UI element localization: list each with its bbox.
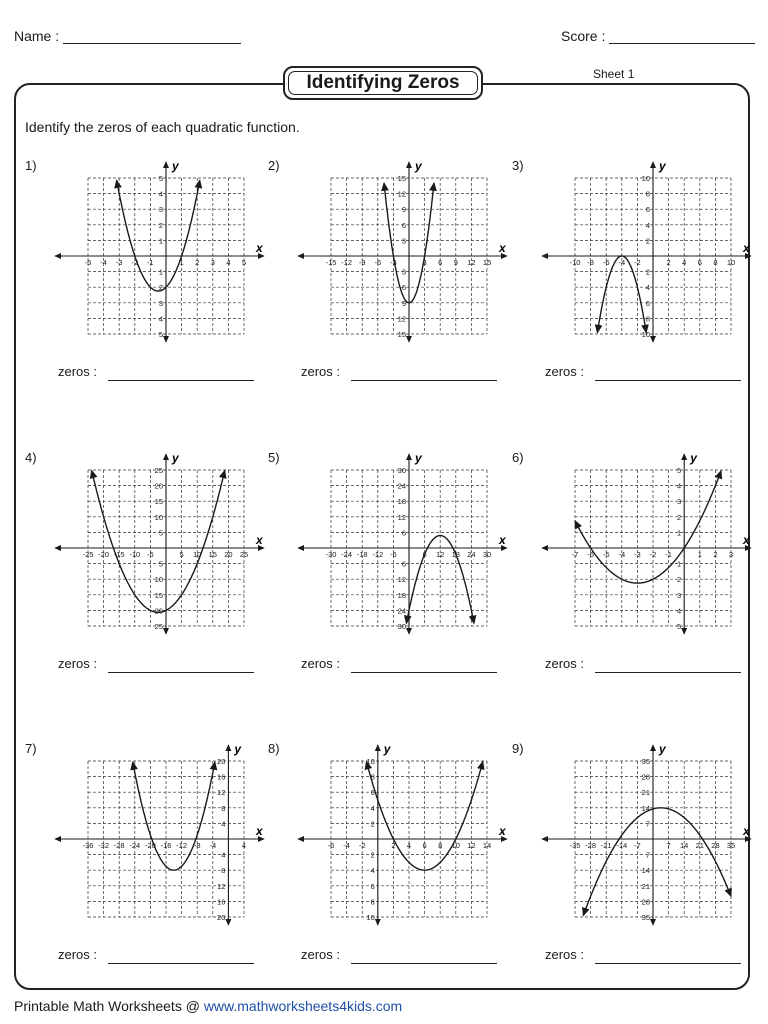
x-tick-label: -28 (113, 841, 125, 850)
y-tick-label: 21 (641, 788, 650, 798)
y-tick-label: 20 (217, 757, 226, 766)
zeros-answer-line[interactable] (351, 963, 497, 964)
y-tick-label: 6 (401, 220, 406, 230)
score-field (561, 28, 755, 44)
x-tick-label: -20 (98, 550, 110, 559)
x-tick-label: 1 (697, 550, 702, 559)
y-tick-label: 2 (677, 512, 682, 522)
y-tick-label: 4 (221, 850, 226, 860)
y-tick-label: 28 (641, 897, 650, 907)
x-axis-label: x (743, 533, 750, 547)
y-axis-label: y (415, 159, 422, 173)
problem-number: 6) (512, 450, 524, 465)
y-tick-label: 15 (154, 590, 163, 600)
name-field (14, 28, 241, 44)
x-tick-label: 30 (482, 550, 492, 559)
footer-link[interactable]: www.mathworksheets4kids.com (203, 998, 403, 1014)
y-tick-label: 20 (154, 606, 163, 616)
x-tick-label: 10 (193, 550, 202, 559)
x-tick-label: 21 (695, 841, 704, 850)
y-tick-label: 8 (645, 314, 650, 324)
y-axis-label: y (690, 451, 697, 465)
x-axis-label: x (743, 824, 750, 838)
x-tick-label: -21 (600, 841, 612, 850)
y-axis-label: y (415, 451, 422, 465)
y-axis-label: y (659, 742, 666, 756)
x-tick-label: -10 (129, 550, 141, 559)
x-tick-label: 4 (682, 258, 687, 267)
title-box (283, 66, 483, 100)
y-tick-label: 4 (645, 283, 650, 293)
zeros-label: zeros : (301, 947, 341, 962)
x-tick-label: -1 (147, 258, 154, 267)
x-tick-label: 28 (711, 841, 720, 850)
x-tick-label: 5 (179, 550, 184, 559)
x-tick-label: 14 (482, 841, 492, 850)
zeros-label: zeros : (301, 656, 341, 671)
sheet-label: Sheet 1 (593, 67, 635, 81)
y-tick-label: 10 (641, 330, 650, 339)
y-tick-label: 8 (221, 803, 226, 813)
y-tick-label: 4 (158, 189, 163, 199)
zeros-label: zeros : (58, 364, 98, 379)
x-tick-label: -4 (618, 258, 626, 267)
y-tick-label: 9 (401, 298, 406, 308)
score-label: Score : (561, 28, 606, 44)
zeros-answer-line[interactable] (108, 672, 254, 673)
x-tick-label: -15 (113, 550, 125, 559)
x-tick-label: 12 (467, 841, 476, 850)
x-tick-label: -16 (160, 841, 172, 850)
x-tick-label: 2 (391, 841, 396, 850)
x-tick-label: 6 (422, 841, 427, 850)
coordinate-graph (532, 158, 757, 348)
zeros-answer-line[interactable] (108, 963, 254, 964)
y-tick-label: 5 (158, 528, 163, 538)
footer-text: Printable Math Worksheets @ (14, 998, 204, 1014)
y-tick-label: 12 (397, 314, 406, 324)
y-tick-label: 12 (397, 575, 406, 585)
coordinate-graph (288, 741, 513, 931)
coordinate-graph (532, 450, 757, 640)
x-tick-label: 10 (451, 841, 460, 850)
y-tick-label: 1 (677, 559, 682, 569)
x-tick-label: 5 (241, 258, 247, 267)
x-tick-label: -2 (358, 841, 366, 850)
x-tick-label: -6 (390, 550, 397, 559)
x-tick-label: -3 (634, 550, 641, 559)
x-tick-label: -5 (84, 258, 92, 267)
y-tick-label: 4 (677, 481, 682, 491)
x-axis-label: x (743, 241, 750, 255)
y-tick-label: 6 (401, 283, 406, 293)
y-tick-label: 3 (401, 236, 406, 246)
y-tick-label: 2 (158, 220, 163, 230)
x-tick-label: 2 (666, 258, 671, 267)
x-tick-label: 12 (467, 258, 476, 267)
zeros-label: zeros : (545, 656, 585, 671)
x-tick-label: -12 (372, 550, 384, 559)
problem-number: 9) (512, 741, 524, 756)
x-tick-label: -6 (374, 258, 382, 267)
coordinate-graph (532, 741, 757, 931)
x-tick-label: -2 (131, 258, 139, 267)
x-tick-label: -12 (341, 258, 353, 267)
zeros-answer-line[interactable] (351, 380, 497, 381)
x-tick-label: -36 (82, 841, 94, 850)
y-tick-label: 24 (397, 606, 406, 616)
instructions: Identify the zeros of each quadratic function. (25, 119, 300, 135)
x-tick-label: -4 (100, 258, 107, 267)
x-tick-label: -4 (343, 841, 350, 850)
y-tick-label: 14 (641, 866, 650, 876)
y-tick-label: 8 (370, 897, 375, 907)
x-tick-label: -15 (325, 258, 337, 267)
footer (14, 998, 402, 1014)
y-tick-label: 2 (370, 850, 375, 860)
x-tick-label: 15 (482, 258, 492, 267)
y-tick-label: 28 (641, 772, 650, 782)
y-tick-label: 30 (397, 466, 406, 475)
y-tick-label: 5 (158, 174, 163, 183)
x-tick-label: 4 (226, 258, 231, 267)
x-tick-label: 20 (224, 550, 233, 559)
x-tick-label: -3 (390, 258, 397, 267)
problem-number: 8) (268, 741, 280, 756)
y-tick-label: 10 (366, 757, 375, 766)
name-input-line[interactable] (63, 29, 241, 44)
y-tick-label: 3 (677, 497, 682, 507)
problem-number: 1) (25, 158, 37, 173)
x-tick-label: 9 (453, 258, 458, 267)
x-tick-label: 6 (438, 258, 443, 267)
zeros-answer-line[interactable] (595, 380, 741, 381)
x-tick-label: 8 (713, 258, 718, 267)
zeros-label: zeros : (58, 947, 98, 962)
problem-number: 2) (268, 158, 280, 173)
zeros-answer-line[interactable] (595, 963, 741, 964)
x-tick-label: -9 (358, 258, 366, 267)
y-tick-label: 20 (217, 913, 226, 922)
y-tick-label: 21 (641, 881, 650, 891)
x-tick-label: 4 (241, 841, 247, 850)
y-tick-label: 8 (370, 772, 375, 782)
y-tick-label: 20 (154, 481, 163, 491)
x-tick-label: 14 (680, 841, 689, 850)
worksheet-title: Identifying Zeros (306, 72, 460, 93)
y-tick-label: 2 (677, 575, 682, 585)
y-tick-label: 2 (645, 236, 650, 246)
y-tick-label: 16 (217, 897, 226, 907)
y-tick-label: 10 (366, 913, 375, 922)
x-tick-label: 6 (422, 550, 427, 559)
y-tick-label: 15 (397, 174, 406, 183)
x-tick-label: -2 (634, 258, 641, 267)
x-tick-label: -28 (585, 841, 597, 850)
y-tick-label: 25 (154, 466, 163, 475)
x-axis-label: x (256, 241, 263, 255)
x-tick-label: -7 (634, 841, 641, 850)
y-tick-label: 4 (370, 866, 375, 876)
y-tick-label: 4 (158, 314, 163, 324)
y-tick-label: 8 (645, 189, 650, 199)
y-tick-label: 7 (645, 819, 650, 829)
y-tick-label: 3 (677, 590, 682, 600)
x-tick-label: -2 (649, 550, 657, 559)
y-tick-label: 35 (641, 913, 650, 922)
x-tick-label: -6 (602, 258, 610, 267)
x-tick-label: 7 (666, 841, 671, 850)
y-tick-label: 2 (370, 819, 375, 829)
y-tick-label: 5 (158, 559, 163, 569)
y-tick-label: 18 (397, 497, 406, 507)
y-tick-label: 25 (154, 622, 163, 631)
x-axis-label: x (499, 824, 506, 838)
x-tick-label: -7 (571, 550, 579, 559)
name-label: Name : (14, 28, 60, 44)
y-tick-label: 6 (645, 298, 650, 308)
x-axis-label: x (256, 824, 263, 838)
x-tick-label: 3 (210, 258, 215, 267)
zeros-label: zeros : (545, 364, 585, 379)
x-tick-label: -5 (147, 550, 154, 559)
y-tick-label: 16 (217, 772, 226, 782)
y-tick-label: 9 (401, 205, 406, 215)
y-tick-label: 1 (677, 528, 682, 538)
y-tick-label: 6 (370, 788, 375, 798)
y-tick-label: 14 (641, 803, 650, 813)
x-axis-label: x (499, 241, 506, 255)
x-tick-label: -30 (325, 550, 337, 559)
zeros-label: zeros : (301, 364, 341, 379)
zeros-label: zeros : (58, 656, 98, 671)
y-tick-label: 1 (158, 236, 163, 246)
y-tick-label: 12 (397, 512, 406, 522)
y-tick-label: 12 (217, 881, 226, 891)
x-tick-label: -8 (587, 258, 594, 267)
x-tick-label: 12 (436, 550, 445, 559)
y-tick-label: 12 (217, 788, 226, 798)
score-input-line[interactable] (609, 29, 755, 44)
y-tick-label: 12 (397, 189, 406, 199)
x-tick-label: -18 (356, 550, 368, 559)
zeros-label: zeros : (545, 947, 585, 962)
x-tick-label: 3 (422, 258, 427, 267)
y-tick-label: 4 (677, 606, 682, 616)
x-tick-label: -14 (616, 841, 628, 850)
x-tick-label: -10 (569, 258, 581, 267)
x-tick-label: -35 (569, 841, 581, 850)
y-tick-label: 5 (158, 330, 163, 339)
x-tick-label: 6 (697, 258, 702, 267)
x-tick-label: -4 (618, 550, 626, 559)
y-tick-label: 10 (641, 174, 650, 183)
y-axis-label: y (383, 742, 391, 756)
x-tick-label: 3 (728, 550, 734, 559)
y-tick-label: 15 (154, 497, 163, 507)
y-tick-label: 3 (401, 267, 406, 277)
y-tick-label: 8 (221, 866, 226, 876)
y-tick-label: 3 (158, 205, 163, 215)
parabola-curve (575, 471, 721, 583)
coordinate-graph (45, 741, 270, 931)
problem-number: 3) (512, 158, 524, 173)
y-axis-label: y (172, 159, 179, 173)
y-axis-label: y (659, 159, 666, 173)
x-tick-label: 4 (406, 841, 412, 850)
zeros-answer-line[interactable] (351, 672, 497, 673)
zeros-answer-line[interactable] (595, 672, 741, 673)
zeros-answer-line[interactable] (108, 380, 254, 381)
y-tick-label: 24 (397, 481, 406, 491)
y-tick-label: 5 (677, 622, 682, 631)
problem-number: 4) (25, 450, 37, 465)
y-axis-label: y (172, 451, 179, 465)
y-tick-label: 4 (645, 220, 650, 230)
x-tick-label: -20 (144, 841, 156, 850)
coordinate-graph (45, 450, 270, 640)
x-tick-label: -4 (209, 841, 217, 850)
x-axis-label: x (256, 533, 263, 547)
y-tick-label: 6 (370, 881, 375, 891)
x-tick-label: -3 (115, 258, 123, 267)
y-tick-label: 10 (154, 575, 163, 585)
y-tick-label: 10 (154, 512, 163, 522)
x-tick-label: -25 (82, 550, 94, 559)
y-tick-label: 4 (370, 803, 375, 813)
y-tick-label: 2 (158, 283, 163, 293)
x-tick-label: 2 (713, 550, 718, 559)
x-tick-label: 35 (726, 841, 736, 850)
x-tick-label: 25 (239, 550, 249, 559)
problem-number: 7) (25, 741, 37, 756)
y-tick-label: 1 (158, 267, 163, 277)
x-tick-label: -24 (341, 550, 353, 559)
x-tick-label: 24 (467, 550, 476, 559)
x-tick-label: -6 (587, 550, 594, 559)
x-tick-label: 1 (179, 258, 184, 267)
y-tick-label: 7 (645, 850, 650, 860)
x-tick-label: -1 (665, 550, 672, 559)
x-tick-label: 18 (451, 550, 460, 559)
y-axis-label: y (234, 742, 242, 756)
x-tick-label: -6 (327, 841, 335, 850)
x-tick-label: 8 (438, 841, 443, 850)
x-tick-label: -24 (129, 841, 141, 850)
x-tick-label: -8 (193, 841, 201, 850)
coordinate-graph (288, 450, 513, 640)
x-tick-label: -32 (98, 841, 110, 850)
y-tick-label: 6 (645, 205, 650, 215)
y-tick-label: 6 (401, 559, 406, 569)
parabola-curve (133, 762, 215, 870)
y-tick-label: 18 (397, 590, 406, 600)
x-tick-label: -5 (602, 550, 610, 559)
y-tick-label: 5 (677, 466, 682, 475)
y-tick-label: 4 (221, 819, 226, 829)
y-tick-label: 3 (158, 298, 163, 308)
y-tick-label: 30 (397, 622, 406, 631)
x-tick-label: 15 (208, 550, 217, 559)
parabola-curve (583, 808, 731, 916)
y-tick-label: 15 (397, 330, 406, 339)
problem-number: 5) (268, 450, 280, 465)
coordinate-graph (288, 158, 513, 348)
y-tick-label: 6 (401, 528, 406, 538)
coordinate-graph (45, 158, 270, 348)
y-tick-label: 35 (641, 757, 650, 766)
x-axis-label: x (499, 533, 506, 547)
y-tick-label: 2 (645, 267, 650, 277)
x-tick-label: 2 (195, 258, 200, 267)
x-tick-label: -12 (176, 841, 188, 850)
x-tick-label: 10 (726, 258, 736, 267)
